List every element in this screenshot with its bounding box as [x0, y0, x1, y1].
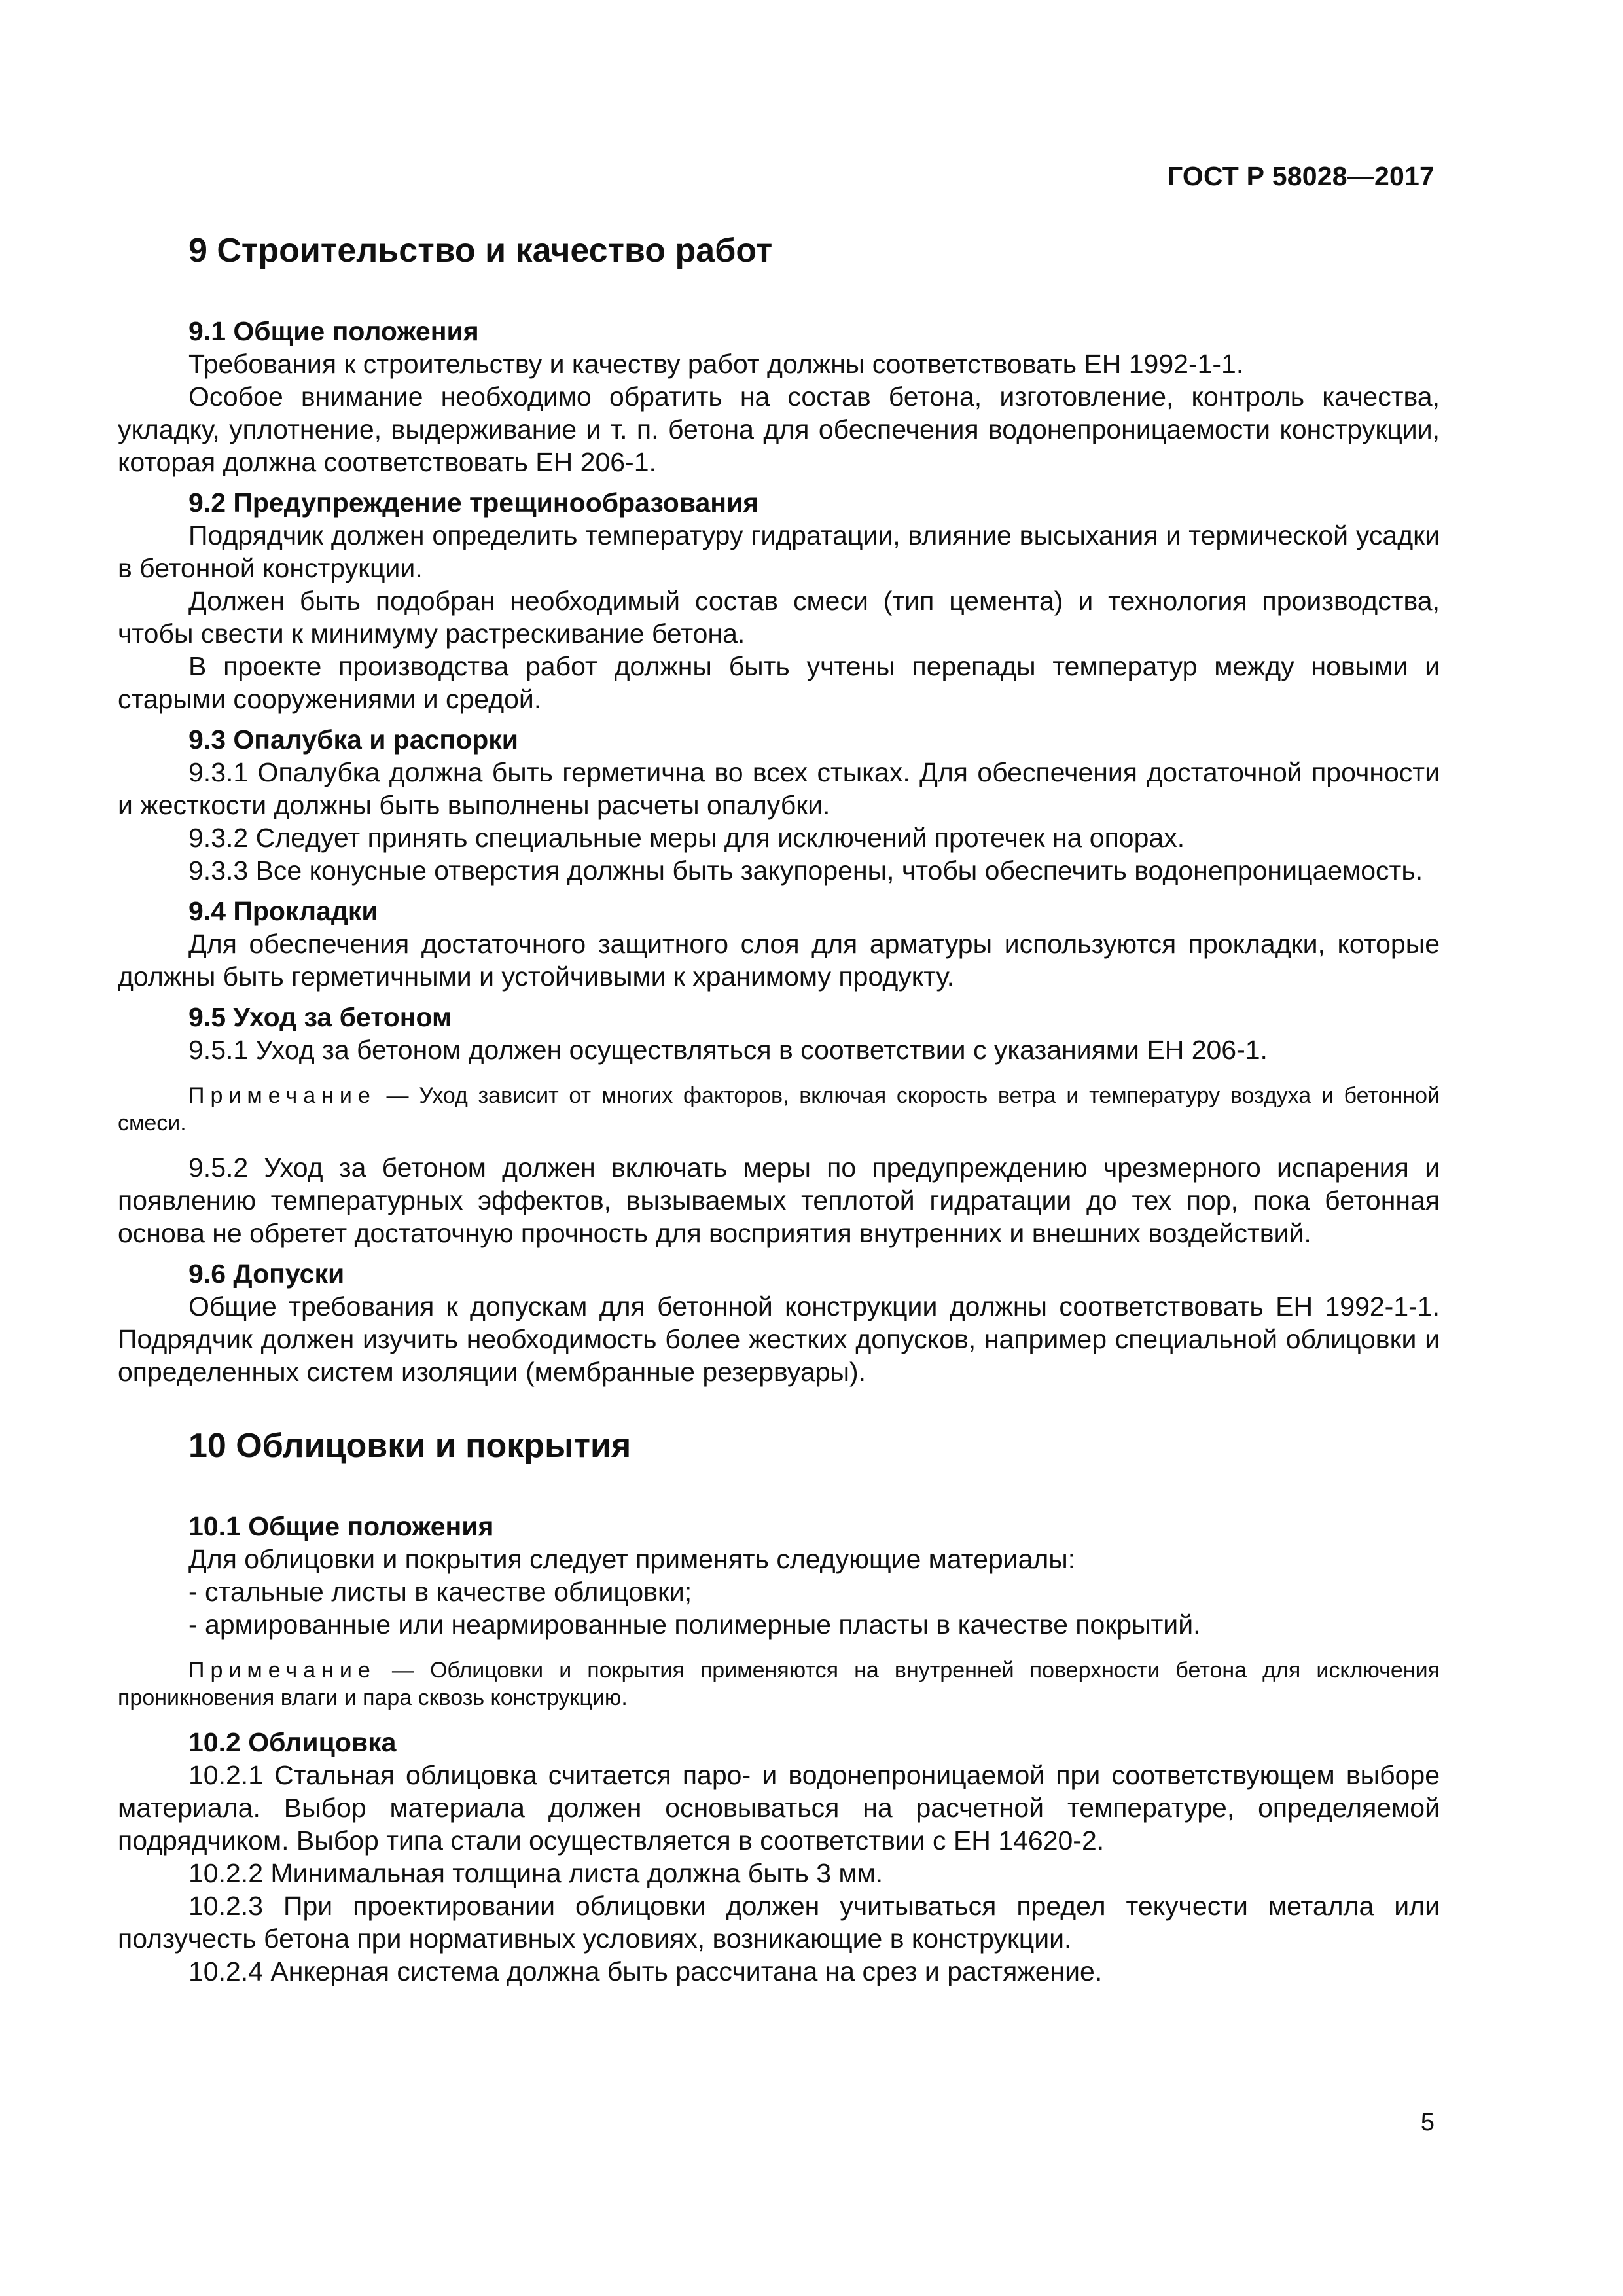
paragraph: 10.2.1 Стальная облицовка считается паро- и водонепроницаемой при соответствующем выборе материала. Выбор материала должен основываться на расчетной температуре, определяемой подрядчиком. Выбор типа стали осуществляется в соответствии с ЕН 14620-2.: [118, 1760, 1440, 1856]
document-body: [118, 231, 1440, 1988]
subsection-9-3-heading: 9.3 Опалубка и распорки: [188, 725, 519, 755]
note: [118, 1082, 1440, 1137]
page-number: 5: [1420, 2109, 1435, 2136]
subsection-9-1-heading: 9.1 Общие положения: [188, 316, 479, 346]
subsection-9-2-heading: 9.2 Предупреждение трещинообразования: [188, 488, 759, 518]
note-text: — Уход зависит от многих факторов, включая скорость ветра и температуру воздуха и бетонной смеси.: [118, 1083, 1440, 1136]
paragraph: Подрядчик должен определить температуру гидратации, влияние высыхания и термической усадки в бетонной конструкции.: [118, 520, 1440, 583]
paragraph: 9.3.2 Следует принять специальные меры для исключений протечек на опорах.: [188, 823, 1185, 853]
paragraph: 9.5.1 Уход за бетоном должен осуществляться в соответствии с указаниями ЕН 206-1.: [188, 1035, 1268, 1065]
document-header: ГОСТ Р 58028—2017: [1168, 161, 1435, 191]
subsection-10-2-heading: 10.2 Облицовка: [188, 1727, 397, 1757]
paragraph: Особое внимание необходимо обратить на состав бетона, изготовление, контроль качества, укладку, уплотнение, выдерживание и т. п. бетона для обеспечения водонепроницаемости конструкции, которая должна соответствовать ЕН 206-1.: [118, 382, 1440, 477]
note: [118, 1657, 1440, 1712]
paragraph: 9.5.2 Уход за бетоном должен включать меры по предупреждению чрезмерного испарения и появлению температурных эффектов, вызываемых теплотой гидратации до тех пор, пока бетонная основа не обретет достаточную прочность для восприятия внутренних и внешних воздействий.: [118, 1153, 1440, 1248]
note-label: Примечание: [188, 1083, 376, 1108]
paragraph: Для обеспечения достаточного защитного слоя для арматуры используются прокладки, которые должны быть герметичными и устойчивыми к хранимому продукту.: [118, 929, 1440, 992]
paragraph: В проекте производства работ должны быть учтены перепады температур между новыми и старыми сооружениями и средой.: [118, 651, 1440, 714]
paragraph: 10.2.4 Анкерная система должна быть рассчитана на срез и растяжение.: [188, 1956, 1103, 1986]
subsection-9-6-heading: 9.6 Допуски: [188, 1259, 345, 1289]
paragraph: 9.3.3 Все конусные отверстия должны быть закупорены, чтобы обеспечить водонепроницаемость.: [188, 855, 1423, 886]
list-item: - армированные или неармированные полимерные пласты в качестве покрытий.: [188, 1609, 1201, 1640]
list-item: - стальные листы в качестве облицовки;: [188, 1577, 692, 1607]
paragraph: 9.3.1 Опалубка должна быть герметична во всех стыках. Для обеспечения достаточной прочности и жесткости должны быть выполнены расчеты опалубки.: [118, 757, 1440, 820]
subsection-10-1-heading: 10.1 Общие положения: [188, 1511, 494, 1541]
section-10-title: 10 Облицовки и покрытия: [188, 1427, 632, 1465]
paragraph: 10.2.2 Минимальная толщина листа должна быть 3 мм.: [188, 1858, 883, 1888]
note-text: — Облицовки и покрытия применяются на внутренней поверхности бетона для исключения проникновения влаги и пара сквозь конструкцию.: [118, 1658, 1440, 1710]
paragraph: Для облицовки и покрытия следует применять следующие материалы:: [188, 1544, 1076, 1574]
paragraph: Должен быть подобран необходимый состав смеси (тип цемента) и технология производства, чтобы свести к минимуму растрескивание бетона.: [118, 586, 1440, 649]
section-9-title: 9 Строительство и качество работ: [188, 232, 773, 270]
paragraph: 10.2.3 При проектировании облицовки должен учитываться предел текучести металла или ползучесть бетона при нормативных условиях, возникающие в конструкции.: [118, 1891, 1440, 1954]
paragraph: Общие требования к допускам для бетонной конструкции должны соответствовать ЕН 1992-1-1. Подрядчик должен изучить необходимость более жестких допусков, например специальной облицовки и определенных систем изоляции (мембранные резервуары).: [118, 1291, 1440, 1387]
subsection-9-5-heading: 9.5 Уход за бетоном: [188, 1002, 452, 1032]
subsection-9-4-heading: 9.4 Прокладки: [188, 896, 378, 926]
paragraph: Требования к строительству и качеству работ должны соответствовать ЕН 1992-1-1.: [188, 349, 1244, 379]
note-label: Примечание: [188, 1658, 376, 1683]
